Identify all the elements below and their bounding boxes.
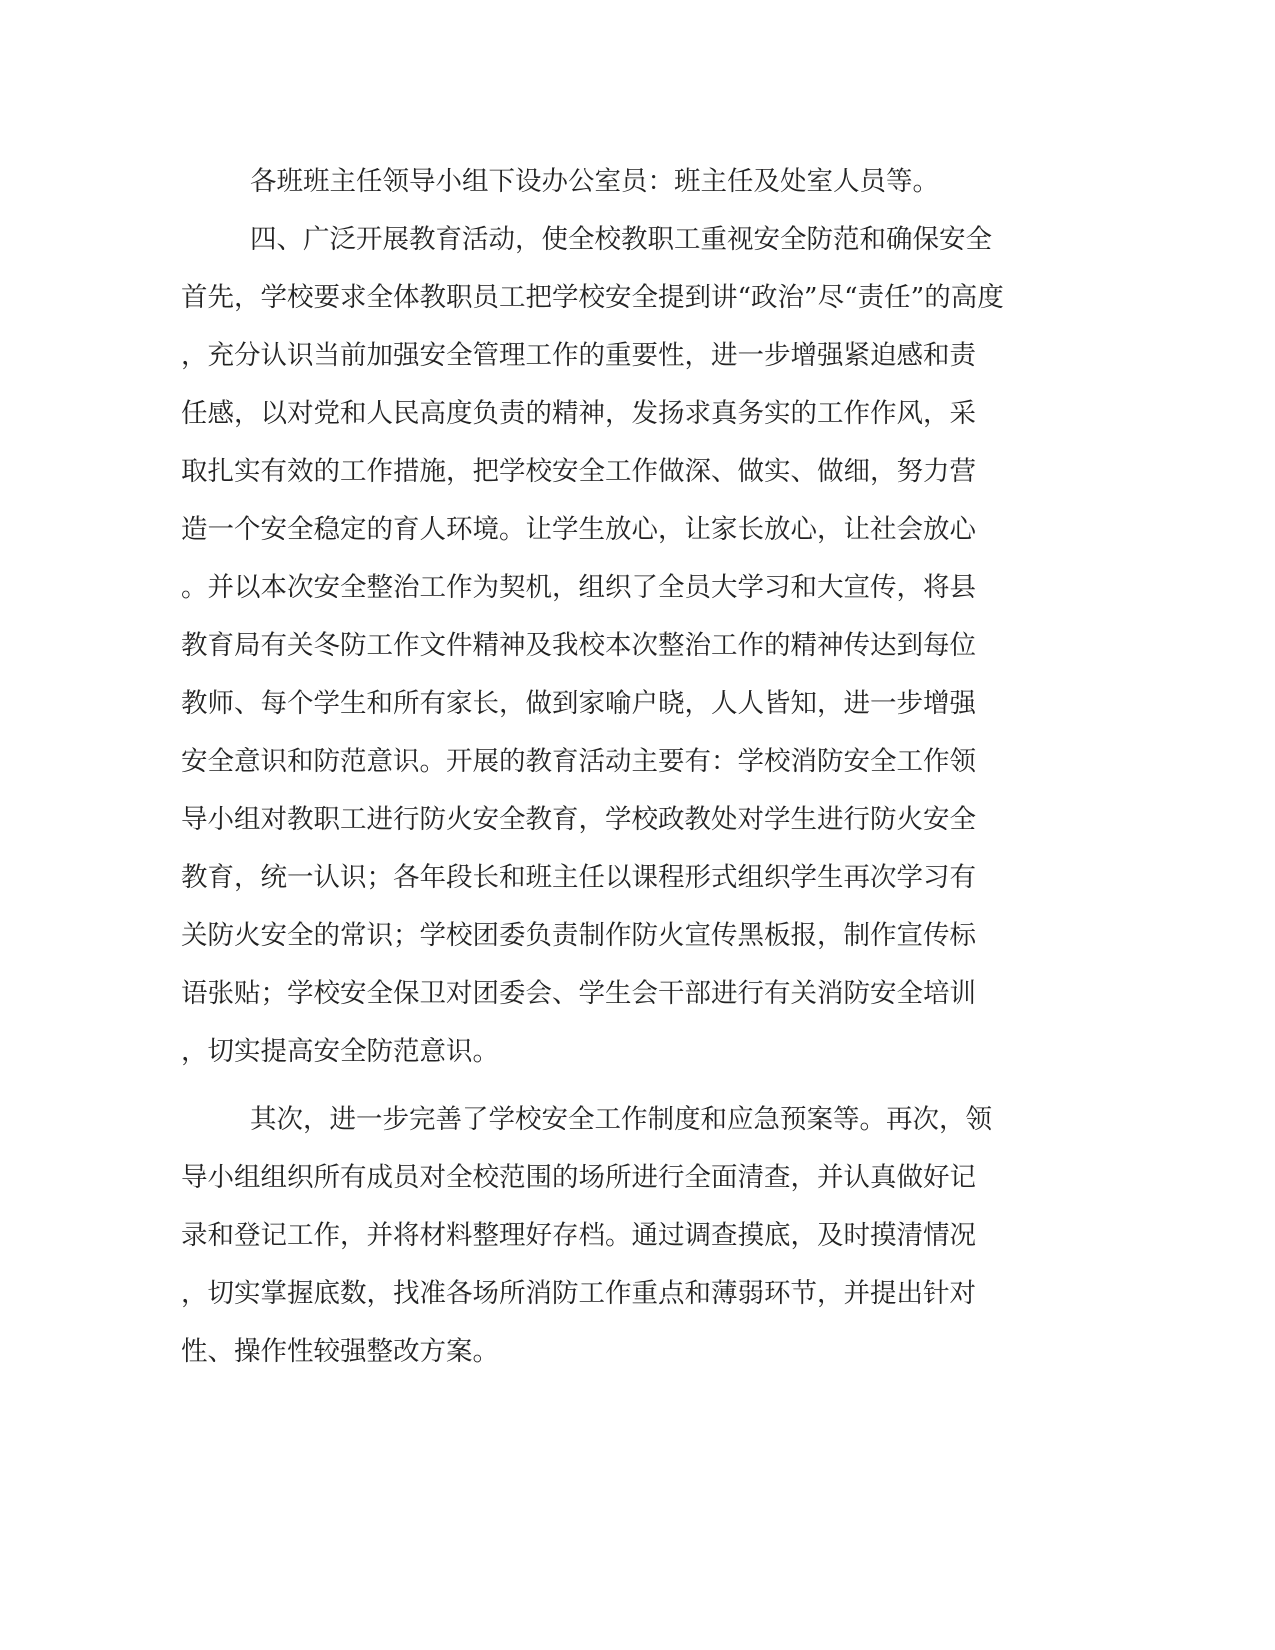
paragraph-line (0, 452, 1275, 492)
line-text: 录和登记工作，并将材料整理好存档。通过调查摸底，及时摸清情况 (181, 1220, 976, 1251)
paragraph-line (0, 1158, 1275, 1198)
paragraph-line (0, 626, 1275, 666)
paragraph-line (0, 162, 1275, 202)
line-text: 取扎实有效的工作措施，把学校安全工作做深、做实、做细，努力营 (181, 456, 976, 487)
line-text: 其次，进一步完善了学校安全工作制度和应急预案等。再次，领 (250, 1104, 992, 1135)
paragraph-line (0, 916, 1275, 956)
paragraph-line (0, 858, 1275, 898)
line-text: 教育，统一认识；各年段长和班主任以课程形式组织学生再次学习有 (181, 862, 976, 893)
line-text: 教育局有关冬防工作文件精神及我校本次整治工作的精神传达到每位 (181, 630, 976, 661)
line-text: 性、操作性较强整改方案。 (181, 1336, 499, 1367)
paragraph-line (0, 1332, 1275, 1372)
line-text: 四、广泛开展教育活动，使全校教职工重视安全防范和确保安全 (250, 224, 992, 255)
paragraph-line (0, 394, 1275, 434)
paragraph-line (0, 800, 1275, 840)
paragraph-line (0, 568, 1275, 608)
line-text: 关防火安全的常识；学校团委负责制作防火宣传黑板报，制作宣传标 (181, 920, 976, 951)
line-text: 首先，学校要求全体教职员工把学校安全提到讲“政治”尽“责任”的高度 (181, 282, 1004, 313)
paragraph-line (0, 510, 1275, 550)
line-text: 导小组组织所有成员对全校范围的场所进行全面清查，并认真做好记 (181, 1162, 976, 1193)
paragraph-line (0, 684, 1275, 724)
paragraph-line (0, 1032, 1275, 1072)
paragraph-line (0, 742, 1275, 782)
paragraph-line (0, 336, 1275, 376)
paragraph-line (0, 220, 1275, 260)
line-text: 各班班主任领导小组下设办公室员：班主任及处室人员等。 (250, 166, 939, 197)
paragraph-line (0, 1274, 1275, 1314)
paragraph-line (0, 1216, 1275, 1256)
paragraph-line (0, 278, 1275, 318)
line-text: 导小组对教职工进行防火安全教育，学校政教处对学生进行防火安全 (181, 804, 976, 835)
line-text: ，切实提高安全防范意识。 (181, 1036, 499, 1067)
line-text: 语张贴；学校安全保卫对团委会、学生会干部进行有关消防安全培训 (181, 978, 976, 1009)
paragraph-line (0, 974, 1275, 1014)
line-text: 造一个安全稳定的育人环境。让学生放心，让家长放心，让社会放心 (181, 514, 976, 545)
line-text: 。并以本次安全整治工作为契机，组织了全员大学习和大宣传，将县 (181, 572, 976, 603)
line-text: ，充分认识当前加强安全管理工作的重要性，进一步增强紧迫感和责 (181, 340, 976, 371)
line-text: 任感，以对党和人民高度负责的精神，发扬求真务实的工作作风，采 (181, 398, 976, 429)
line-text: 教师、每个学生和所有家长，做到家喻户晓，人人皆知，进一步增强 (181, 688, 976, 719)
line-text: ，切实掌握底数，找准各场所消防工作重点和薄弱环节，并提出针对 (181, 1278, 976, 1309)
paragraph-line (0, 1100, 1275, 1140)
line-text: 安全意识和防范意识。开展的教育活动主要有：学校消防安全工作领 (181, 746, 976, 777)
